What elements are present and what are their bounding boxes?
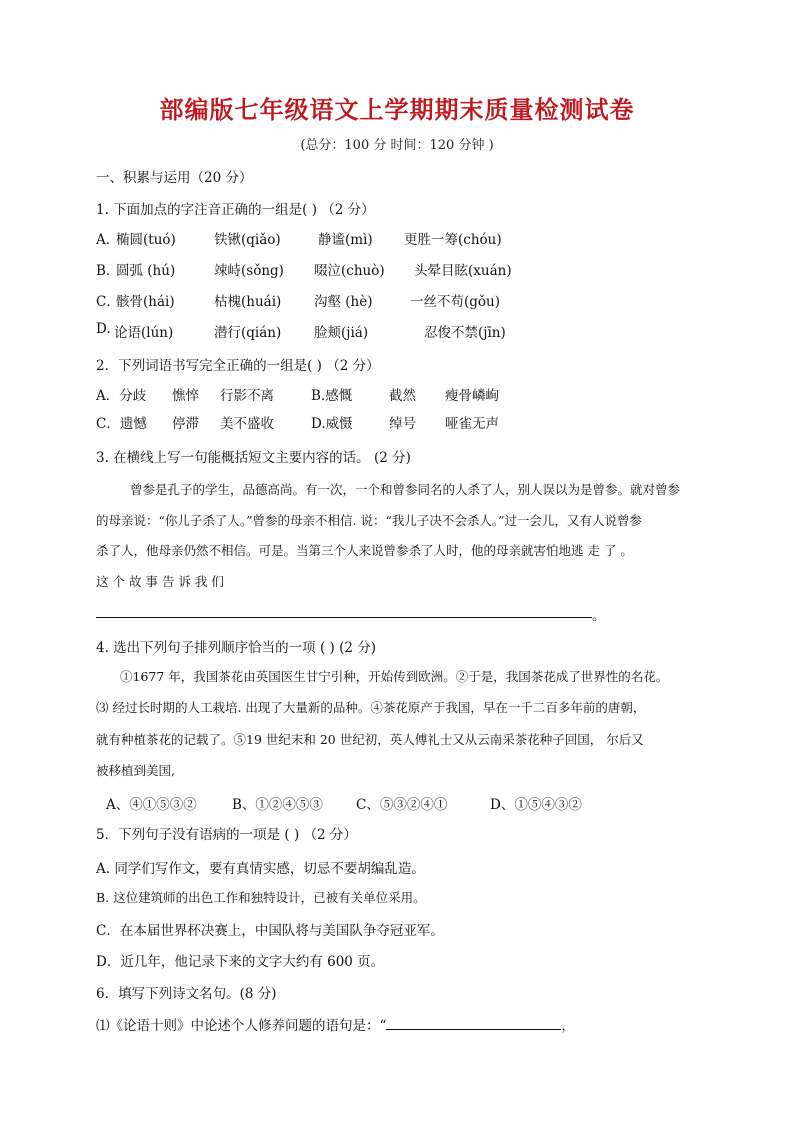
option-item: 椭圆(tuó) bbox=[116, 232, 176, 248]
option-item: 忍俊不禁(jīn) bbox=[424, 325, 506, 341]
word: 哑雀无声 bbox=[445, 416, 499, 432]
q4-paragraph-line: 就有种植茶花的记载了。⑤19 世纪末和 20 世纪初，英人傅礼士又从云南采茶花种子回国， 尔后又 bbox=[96, 732, 644, 747]
q4-paragraph-line: ①1677 年，我国茶花由英国医生甘宁引种，开始传到欧洲。②于是，我国茶花成了世界性的名花。 bbox=[120, 669, 669, 684]
q4-paragraph-line: ⑶ 经过长时期的人工栽培. 出现了大量新的品种。④茶花原产于我国，早在一千二百多年前的唐朝， bbox=[96, 700, 646, 715]
q2-stem: 2．下列词语书写完全正确的一组是( ) （2 分） bbox=[96, 358, 380, 374]
word: A．分歧 bbox=[96, 388, 147, 404]
option-item: 静谧(mì) bbox=[318, 232, 373, 248]
q3-passage-line: 这 个 故 事 告 诉 我 们 bbox=[96, 574, 224, 589]
option-label: B． bbox=[96, 263, 120, 279]
option-label: C． bbox=[96, 294, 120, 310]
q6-stem: 6．填写下列诗文名句。(8 分) bbox=[96, 986, 277, 1002]
option-item: 论语(lún) bbox=[114, 325, 174, 341]
q3-passage-line: 杀了人，他母亲仍然不相信。可是。当第三个人来说曾参杀了人时，他的母亲就害怕地逃 走 了 。 bbox=[96, 543, 633, 558]
option-item: 竦峙(sǒng) bbox=[214, 263, 284, 279]
q3-passage-line: 曾参是孔子的学生，品德高尚。有一次，一个和曾参同名的人杀了人，别人误以为是曾参。就对曾参 bbox=[130, 482, 681, 497]
option-item: 枯槐(huái) bbox=[214, 294, 282, 310]
option-label: A． bbox=[96, 232, 120, 248]
word: D.威慑 bbox=[311, 416, 353, 432]
word: 停滞 bbox=[172, 416, 199, 432]
q1-stem: 1. 下面加点的字注音正确的一组是( ) （2 分） bbox=[96, 202, 375, 218]
option-item: 骸骨(hái) bbox=[116, 294, 175, 310]
option: C、⑤③②④① bbox=[356, 797, 448, 813]
word: 憔悴 bbox=[172, 388, 199, 404]
q4-paragraph-line: 被移植到美国, bbox=[96, 763, 175, 778]
option: D、①⑤④③② bbox=[490, 797, 582, 813]
option-item: 头晕目眩(xuán) bbox=[414, 263, 512, 279]
answer-blank-line[interactable] bbox=[386, 1015, 561, 1030]
word: 美不盛收 bbox=[220, 416, 274, 432]
option-item: 潜行(qián) bbox=[214, 325, 282, 341]
section-heading: 一、积累与运用（20 分） bbox=[96, 170, 253, 186]
q5-option-d: D．近几年，他记录下来的文字大约有 600 页。 bbox=[96, 954, 385, 970]
word: B.感慨 bbox=[311, 388, 353, 404]
q4-stem: 4. 选出下列句子排列顺序恰当的一项 ( ) (2 分) bbox=[96, 640, 376, 656]
option-item: 脸颊(jiá) bbox=[314, 325, 369, 341]
option-item: 铁锹(qiǎo) bbox=[214, 232, 281, 248]
option-item: 沟壑 (hè) bbox=[314, 294, 373, 310]
q5-option-a: A. 同学们写作文，要有真情实感，切忌不要胡编乱造。 bbox=[96, 861, 425, 877]
option: B、①②④⑤③ bbox=[232, 797, 323, 813]
word: 行影不离 bbox=[220, 388, 274, 404]
q5-option-b: B. 这位建筑师的出色工作和独特设计，已被有关单位采用。 bbox=[96, 890, 426, 905]
q6-line-1-text: ⑴《论语十则》中论述个人修养问题的语句是：“ bbox=[96, 1018, 387, 1034]
option: A、④①⑤③② bbox=[106, 797, 197, 813]
word: 瘦骨嶙峋 bbox=[445, 388, 499, 404]
option-item: 啜泣(chuò) bbox=[314, 263, 385, 279]
page-title: 部编版七年级语文上学期期末质量检测试卷 bbox=[159, 95, 635, 124]
q6-line-1-end: ， bbox=[561, 1018, 575, 1034]
word: 绰号 bbox=[389, 416, 416, 432]
option-item: 圆弧 (hú) bbox=[116, 263, 176, 279]
answer-blank-line[interactable] bbox=[96, 617, 592, 618]
word: C．遗憾 bbox=[96, 416, 147, 432]
page-subtitle: (总分：100 分 时间：120 分钟 ) bbox=[300, 138, 494, 153]
word: 截然 bbox=[389, 388, 416, 404]
q3-stem: 3. 在横线上写一句能概括短文主要内容的话。 (2 分) bbox=[96, 450, 411, 466]
q5-option-c: C．在本届世界杯决赛上，中国队将与美国队争夺冠亚军。 bbox=[96, 923, 444, 939]
q5-stem: 5．下列句子没有语病的一项是 ( ) （2 分） bbox=[96, 827, 357, 843]
q6-line-1 bbox=[96, 1014, 575, 1034]
q3-period: 。 bbox=[592, 608, 606, 624]
option-item: 一丝不苟(gǒu) bbox=[410, 294, 500, 310]
option-item: 更胜一筹(chóu) bbox=[404, 232, 502, 248]
option-label: D. bbox=[96, 321, 111, 337]
q3-passage-line: 的母亲说：“你儿子杀了人。”曾参的母亲不相信. 说：“我儿子决不会杀人。”过一会儿，又有人说曾参 bbox=[96, 513, 643, 528]
